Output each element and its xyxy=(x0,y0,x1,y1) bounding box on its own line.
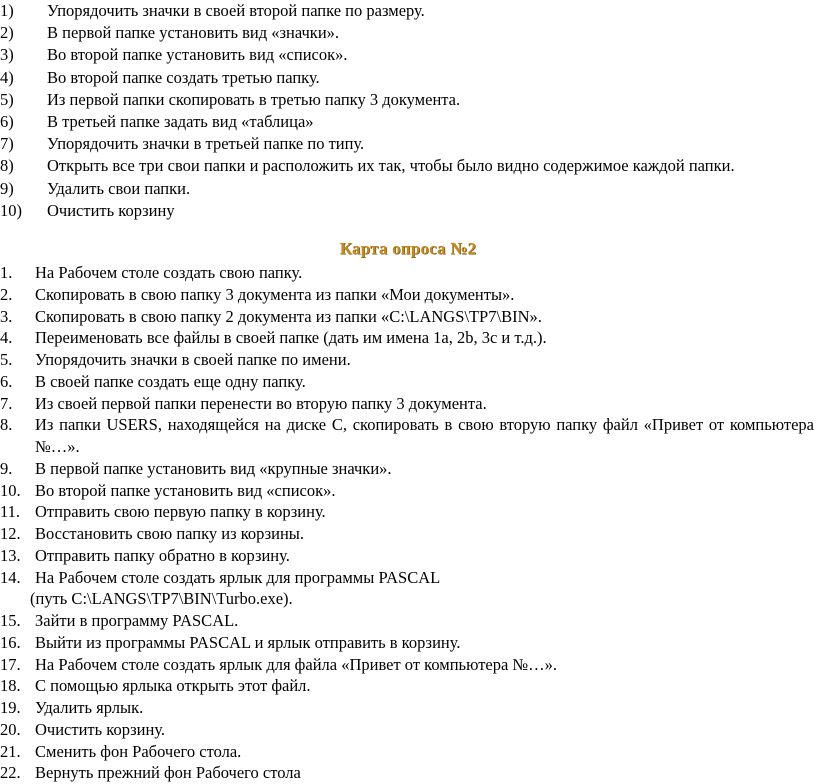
item-text: Вернуть прежний фон Рабочего стола xyxy=(35,763,301,783)
item-text: В первой папке установить вид «значки». xyxy=(47,23,340,43)
item-number: 3. xyxy=(0,306,13,326)
section-title: Карта опроса №2 xyxy=(339,239,477,258)
item-text: Восстановить свою папку из корзины. xyxy=(35,524,304,543)
item-number: 2) xyxy=(0,23,14,43)
item-text: На Рабочем столе создать ярлык для файла «Привет от компьютера №…». xyxy=(35,654,558,674)
item-number: 5) xyxy=(0,89,14,109)
item-text: Из папки USERS, находящейся на диске С, скопировать в свою вторую папку файл «Привет от компьютера №…». xyxy=(35,415,814,456)
item-text: Упорядочить значки в своей папке по имени. xyxy=(35,350,351,369)
item-text: Очистить корзину xyxy=(47,200,175,220)
item-text: На Рабочем столе создать свою папку. xyxy=(35,263,303,282)
item-text: Отправить папку обратно в корзину. xyxy=(35,545,290,565)
list-item xyxy=(0,371,816,393)
list-item xyxy=(0,306,816,328)
list-item xyxy=(0,67,816,89)
item-number: 10. xyxy=(0,480,21,500)
item-text: На Рабочем столе создать ярлык для программы PASCAL xyxy=(35,567,441,587)
item-number: 8. xyxy=(0,415,13,435)
item-text: В своей папке создать еще одну папку. xyxy=(35,371,306,391)
item-number: 4) xyxy=(0,67,14,87)
item-number: 16. xyxy=(0,632,21,652)
list-item xyxy=(0,200,816,222)
list-item xyxy=(0,675,816,697)
item-text: Открыть все три свои папки и расположить их так, чтобы было видно содержимое каждой папки. xyxy=(47,156,735,176)
item-number: 19. xyxy=(0,698,21,717)
list-item xyxy=(0,741,816,763)
item-text: Переименовать все файлы в своей папке (дать им имена 1a, 2b, 3c и т.д.). xyxy=(35,328,547,348)
item-text: Сменить фон Рабочего стола. xyxy=(35,741,242,761)
list-item xyxy=(0,111,816,133)
item-number: 1. xyxy=(0,263,13,282)
item-number: 20. xyxy=(0,719,21,739)
item-text: Удалить свои папки. xyxy=(47,178,191,198)
item-number: 3) xyxy=(0,45,14,65)
item-number: 10) xyxy=(0,200,22,220)
list-item xyxy=(0,501,816,523)
task-list-2 xyxy=(0,262,816,784)
item-number: 12. xyxy=(0,524,21,543)
list-item xyxy=(0,567,816,611)
item-number: 13. xyxy=(0,545,21,565)
list-item xyxy=(0,22,816,44)
list-item xyxy=(0,89,816,111)
item-number: 9) xyxy=(0,178,14,198)
item-text: Во второй папке создать третью папку. xyxy=(47,67,320,87)
item-text: Во второй папке установить вид «список». xyxy=(47,45,348,65)
item-text: В третьей папке задать вид «таблица» xyxy=(47,111,314,131)
item-text: Зайти в программу PASCAL. xyxy=(35,611,239,630)
item-number: 8) xyxy=(0,156,14,176)
item-text: С помощью ярлыка открыть этот файл. xyxy=(35,676,311,696)
item-text: Удалить ярлык. xyxy=(35,698,144,717)
list-item xyxy=(0,654,816,676)
list-item xyxy=(0,719,816,741)
item-text: Упорядочить значки в своей второй папке по размеру. xyxy=(47,1,425,20)
item-number: 2. xyxy=(0,284,13,304)
item-text: Отправить свою первую папку в корзину. xyxy=(35,502,326,522)
list-item xyxy=(0,697,816,719)
item-text: Выйти из программы PASCAL и ярлык отправить в корзину. xyxy=(35,632,461,652)
item-number: 4. xyxy=(0,328,13,348)
list-item xyxy=(0,414,816,458)
list-item xyxy=(0,393,816,415)
item-text-continuation: (путь C:\LANGS\TP7\BIN\Turbo.exe). xyxy=(30,589,293,609)
list-item xyxy=(0,523,816,545)
item-number: 22. xyxy=(0,763,21,783)
list-item xyxy=(0,44,816,66)
item-number: 11. xyxy=(0,502,21,522)
list-item xyxy=(0,0,816,22)
item-number: 7) xyxy=(0,134,14,154)
item-text: Из своей первой папки перенести во вторую папку 3 документа. xyxy=(35,393,487,413)
item-number: 15. xyxy=(0,611,21,630)
item-text: Скопировать в свою папку 3 документа из папки «Мои документы». xyxy=(35,284,515,304)
list-item xyxy=(0,262,816,284)
list-item xyxy=(0,178,816,200)
list-item xyxy=(0,284,816,306)
list-item xyxy=(0,327,816,349)
item-text: Из первой папки скопировать в третью папку 3 документа. xyxy=(47,89,461,109)
list-item xyxy=(0,632,816,654)
item-number: 5. xyxy=(0,350,13,369)
item-number: 9. xyxy=(0,458,13,478)
list-item xyxy=(0,133,816,155)
task-list-1 xyxy=(0,0,816,222)
item-text: Во второй папке установить вид «список». xyxy=(35,480,336,500)
item-text: Упорядочить значки в третьей папке по типу. xyxy=(47,134,365,154)
item-number: 1) xyxy=(0,1,14,20)
item-number: 6) xyxy=(0,111,14,131)
item-number: 21. xyxy=(0,741,21,761)
list-item xyxy=(0,480,816,502)
item-number: 17. xyxy=(0,654,21,674)
item-number: 7. xyxy=(0,393,13,413)
item-text: Скопировать в свою папку 2 документа из папки «C:\LANGS\TP7\BIN». xyxy=(35,306,542,326)
list-item xyxy=(0,349,816,371)
list-item xyxy=(0,155,816,177)
list-item xyxy=(0,545,816,567)
item-text: В первой папке установить вид «крупные значки». xyxy=(35,458,392,478)
list-item xyxy=(0,458,816,480)
item-text: Очистить корзину. xyxy=(35,719,166,739)
item-number: 6. xyxy=(0,371,13,391)
item-number: 18. xyxy=(0,676,21,696)
item-number: 14. xyxy=(0,567,21,587)
list-item xyxy=(0,610,816,632)
